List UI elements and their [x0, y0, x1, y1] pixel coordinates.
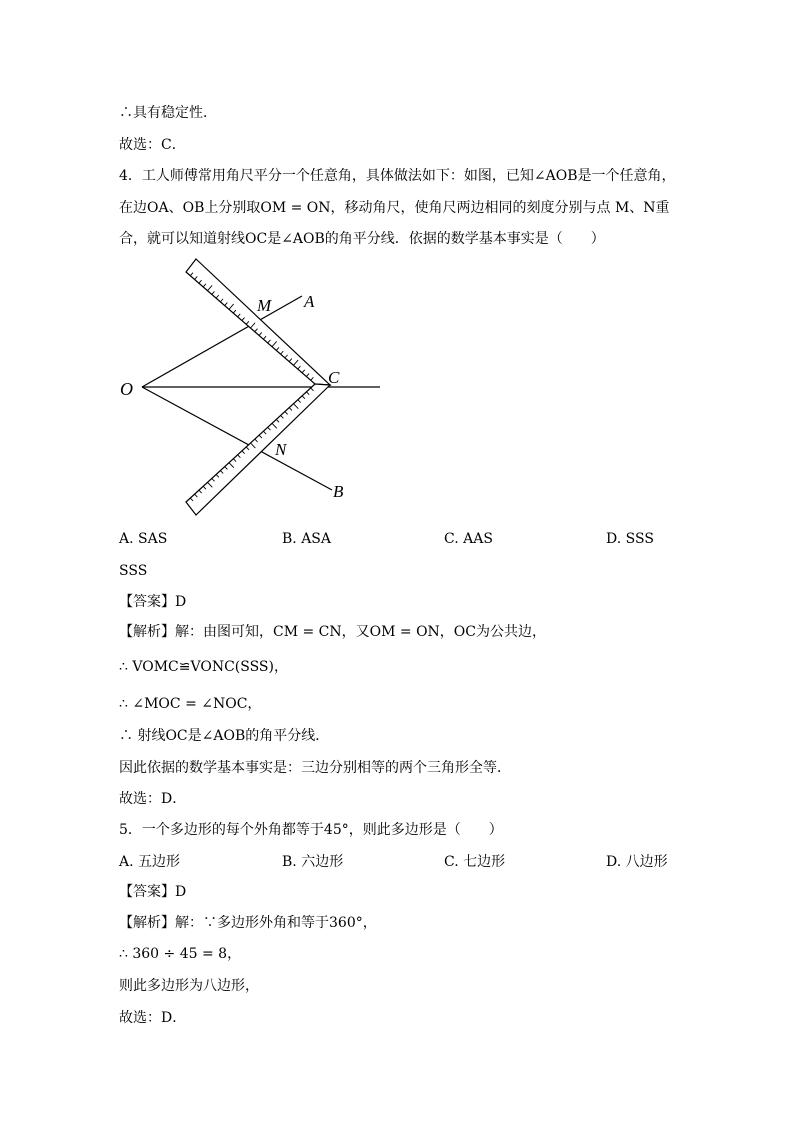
q5-option-c: C. 七边形 [444, 854, 506, 870]
q4-stem-line3: 合，就可以知道射线OC是∠AOB的角平分线．依据的数学基本事实是（ ） [119, 231, 605, 247]
ruler-lower-arm [186, 384, 330, 515]
q4-option-c: C. AAS [444, 531, 493, 547]
line-stability: ∴具有稳定性． [119, 105, 217, 121]
label-n: N [275, 440, 287, 459]
q4-step-congruent: ∴ VOMC≌VONC(SSS)， [119, 659, 288, 675]
q5-step-conclusion: 则此多边形为八边形， [119, 978, 259, 994]
q4-stem-line2: 在边OA、OB上分别取OM = ON，移动角尺，使角尺两边相同的刻度分别与点 M、N重 [119, 200, 670, 216]
q4-stem-line1: 4．工人师傅常用角尺平分一个任意角，具体做法如下：如图，已知∠AOB是一个任意角， [119, 168, 676, 184]
q5-answer: 【答案】D [119, 884, 187, 900]
q5-analysis: 【解析】解：∵多边形外角和等于360°， [119, 915, 377, 931]
label-m: M [257, 296, 272, 315]
q4-choose: 故选：D． [119, 791, 187, 807]
q4-analysis: 【解析】解：由图可知，CM = CN，又OM = ON，OC为公共边， [119, 624, 546, 640]
label-c: C [328, 368, 340, 387]
q4-step-bisector: ∴ 射线OC是∠AOB的角平分线． [119, 728, 330, 744]
label-a: A [304, 292, 315, 311]
q4-answer: 【答案】D [119, 594, 187, 610]
q4-step-angles: ∴ ∠MOC = ∠NOC， [119, 696, 262, 712]
q5-stem: 5．一个多边形的每个外角都等于45°，则此多边形是（ ） [119, 822, 503, 838]
q4-option-d: D. SSS [606, 531, 654, 547]
q4-step-fact: 因此依据的数学基本事实是：三边分别相等的两个三角形全等． [119, 760, 511, 776]
q5-option-a: A. 五边形 [119, 854, 181, 870]
q4-option-a: A. SAS [119, 531, 168, 547]
q5-option-b: B. 六边形 [282, 854, 344, 870]
line-choose-c: 故选：C． [119, 137, 186, 153]
q4-option-d-overflow: SSS [119, 563, 148, 579]
q5-step-division: ∴ 360 ÷ 45 = 8， [119, 946, 242, 962]
q5-choose: 故选：D． [119, 1010, 187, 1026]
ruler-upper-arm [186, 259, 330, 385]
label-o: O [120, 379, 133, 399]
q5-option-d: D. 八边形 [606, 854, 668, 870]
label-b: B [333, 482, 344, 501]
q4-option-b: B. ASA [282, 531, 331, 547]
